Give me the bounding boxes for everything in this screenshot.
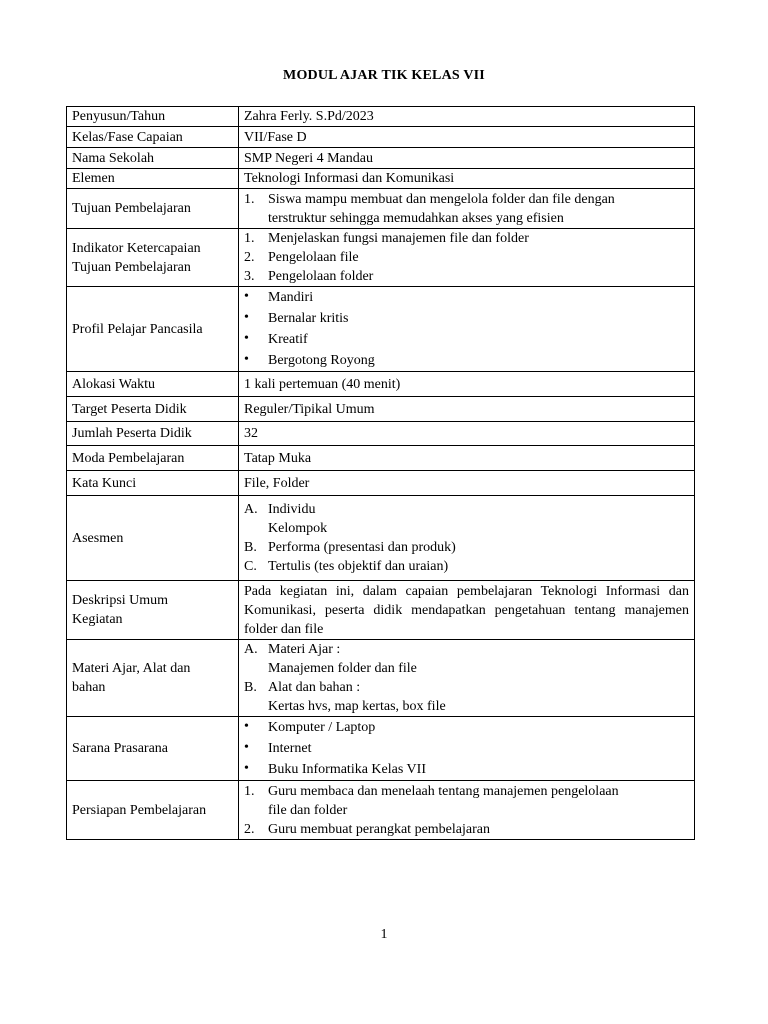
list-item bbox=[244, 738, 689, 759]
list-item-text: Individu bbox=[268, 502, 316, 517]
list-number: 1. bbox=[244, 191, 255, 207]
row-value: Teknologi Informasi dan Komunikasi bbox=[239, 169, 695, 189]
numbered-list bbox=[244, 190, 689, 228]
numbered-list bbox=[244, 229, 689, 286]
table-row bbox=[67, 471, 695, 496]
list-item bbox=[244, 717, 689, 738]
list-item bbox=[244, 820, 689, 839]
list-item-text: Manajemen folder dan file bbox=[268, 661, 417, 676]
bullet-icon: • bbox=[244, 740, 249, 755]
table-row bbox=[67, 422, 695, 446]
lettered-list bbox=[244, 640, 689, 716]
row-value bbox=[239, 229, 695, 287]
list-item-text: Alat dan bahan : bbox=[268, 680, 361, 695]
list-number: 3. bbox=[244, 269, 255, 284]
list-item bbox=[244, 500, 689, 538]
row-label: Kata Kunci bbox=[67, 471, 239, 496]
list-number: 2. bbox=[244, 250, 255, 265]
list-item-text: Buku Informatika Kelas VII bbox=[268, 762, 426, 777]
list-item bbox=[244, 248, 689, 267]
numbered-list bbox=[244, 782, 689, 839]
list-letter: A. bbox=[244, 502, 258, 517]
bullet-icon: • bbox=[244, 761, 249, 776]
list-item-text: Kertas hvs, map kertas, box file bbox=[268, 699, 446, 714]
row-label: Tujuan Pembelajaran bbox=[67, 189, 239, 229]
row-value bbox=[239, 189, 695, 229]
list-item-text: Guru membaca dan menelaah tentang manajemen pengelolaan bbox=[268, 783, 619, 799]
list-item-text: file dan folder bbox=[268, 802, 348, 818]
row-label-line: Tujuan Pembelajaran bbox=[72, 259, 191, 275]
row-value: Tatap Muka bbox=[239, 446, 695, 471]
row-label bbox=[67, 581, 239, 640]
list-item bbox=[244, 782, 689, 820]
list-item bbox=[244, 759, 689, 780]
list-item bbox=[244, 329, 689, 350]
lettered-list bbox=[244, 500, 689, 576]
table-row bbox=[67, 496, 695, 581]
list-item bbox=[244, 267, 689, 286]
list-item-text: Bergotong Royong bbox=[268, 353, 375, 368]
row-label-line: bahan bbox=[72, 680, 106, 695]
list-item-text: Pengelolaan file bbox=[268, 250, 359, 265]
table-row bbox=[67, 781, 695, 840]
row-label-line: Materi Ajar, Alat dan bbox=[72, 661, 191, 676]
table-row bbox=[67, 169, 695, 189]
row-value bbox=[239, 496, 695, 581]
row-value: SMP Negeri 4 Mandau bbox=[239, 148, 695, 169]
table-row bbox=[67, 148, 695, 169]
list-letter: A. bbox=[244, 642, 258, 657]
row-label: Jumlah Peserta Didik bbox=[67, 422, 239, 446]
list-item-text: Tertulis (tes objektif dan uraian) bbox=[268, 559, 449, 574]
list-item-text: Menjelaskan fungsi manajemen file dan folder bbox=[268, 231, 529, 246]
bullet-icon: • bbox=[244, 331, 249, 346]
row-value: File, Folder bbox=[239, 471, 695, 496]
row-label-line: Indikator Ketercapaian bbox=[72, 240, 201, 256]
list-number: 2. bbox=[244, 821, 255, 837]
list-item-text: Performa (presentasi dan produk) bbox=[268, 540, 456, 555]
list-letter: B. bbox=[244, 540, 257, 555]
table-row bbox=[67, 372, 695, 397]
page-number: 1 bbox=[380, 927, 388, 942]
row-label bbox=[67, 640, 239, 717]
row-value: Zahra Ferly. S.Pd/2023 bbox=[239, 107, 695, 127]
list-item-text: Siswa mampu membuat dan mengelola folder dan file dengan bbox=[268, 191, 615, 207]
row-label-line: Deskripsi Umum bbox=[72, 593, 169, 608]
list-letter: C. bbox=[244, 559, 257, 574]
table-row bbox=[67, 287, 695, 372]
row-label: Penyusun/Tahun bbox=[67, 107, 239, 127]
list-item-text: Internet bbox=[268, 741, 312, 756]
table-row bbox=[67, 127, 695, 148]
bullet-list bbox=[244, 287, 689, 371]
list-item-text: terstruktur sehingga memudahkan akses yang efisien bbox=[268, 210, 564, 226]
table-row bbox=[67, 229, 695, 287]
row-value: Pada kegiatan ini, dalam capaian pembelajaran Teknologi Informasi dan Komunikasi, peserta didik mendapatkan pengetahuan tentang manajemen folder dan file bbox=[239, 581, 695, 640]
bullet-icon: • bbox=[244, 719, 249, 734]
list-item bbox=[244, 190, 689, 228]
table-row bbox=[67, 581, 695, 640]
row-label: Nama Sekolah bbox=[67, 148, 239, 169]
list-item bbox=[244, 350, 689, 371]
row-label: Persiapan Pembelajaran bbox=[67, 781, 239, 840]
list-item-text: Kreatif bbox=[268, 332, 308, 347]
row-label: Sarana Prasarana bbox=[67, 717, 239, 781]
table-row bbox=[67, 189, 695, 229]
row-label-line: Kegiatan bbox=[72, 612, 123, 627]
row-label: Elemen bbox=[67, 169, 239, 189]
bullet-list bbox=[244, 717, 689, 780]
module-info-table bbox=[66, 106, 695, 840]
row-value: 1 kali pertemuan (40 menit) bbox=[239, 372, 695, 397]
list-item bbox=[244, 557, 689, 576]
list-number: 1. bbox=[244, 783, 255, 799]
list-number: 1. bbox=[244, 231, 255, 246]
table-row bbox=[67, 397, 695, 422]
row-value: VII/Fase D bbox=[239, 127, 695, 148]
bullet-icon: • bbox=[244, 289, 249, 304]
row-label: Alokasi Waktu bbox=[67, 372, 239, 397]
row-value bbox=[239, 640, 695, 717]
list-item bbox=[244, 308, 689, 329]
row-label bbox=[67, 229, 239, 287]
row-value bbox=[239, 717, 695, 781]
list-item bbox=[244, 640, 689, 678]
table-row bbox=[67, 446, 695, 471]
row-label: Moda Pembelajaran bbox=[67, 446, 239, 471]
row-value: 32 bbox=[239, 422, 695, 446]
list-item-text: Mandiri bbox=[268, 290, 314, 305]
row-label: Kelas/Fase Capaian bbox=[67, 127, 239, 148]
table-row bbox=[67, 107, 695, 127]
list-item-text: Pengelolaan folder bbox=[268, 269, 374, 284]
list-item-text: Komputer / Laptop bbox=[268, 720, 376, 735]
row-label: Asesmen bbox=[67, 496, 239, 581]
row-value bbox=[239, 287, 695, 372]
row-label: Target Peserta Didik bbox=[67, 397, 239, 422]
table-row bbox=[67, 717, 695, 781]
list-item bbox=[244, 229, 689, 248]
list-item-text: Guru membuat perangkat pembelajaran bbox=[268, 821, 490, 837]
table-row bbox=[67, 640, 695, 717]
list-item-text: Bernalar kritis bbox=[268, 311, 349, 326]
list-item bbox=[244, 287, 689, 308]
bullet-icon: • bbox=[244, 352, 249, 367]
list-item bbox=[244, 678, 689, 716]
document-title: MODUL AJAR TIK KELAS VII bbox=[283, 68, 485, 83]
row-value bbox=[239, 781, 695, 840]
row-value: Reguler/Tipikal Umum bbox=[239, 397, 695, 422]
row-label: Profil Pelajar Pancasila bbox=[67, 287, 239, 372]
list-item bbox=[244, 538, 689, 557]
bullet-icon: • bbox=[244, 310, 249, 325]
list-item-text: Materi Ajar : bbox=[268, 642, 341, 657]
list-item-text: Kelompok bbox=[268, 521, 328, 536]
list-letter: B. bbox=[244, 680, 257, 695]
